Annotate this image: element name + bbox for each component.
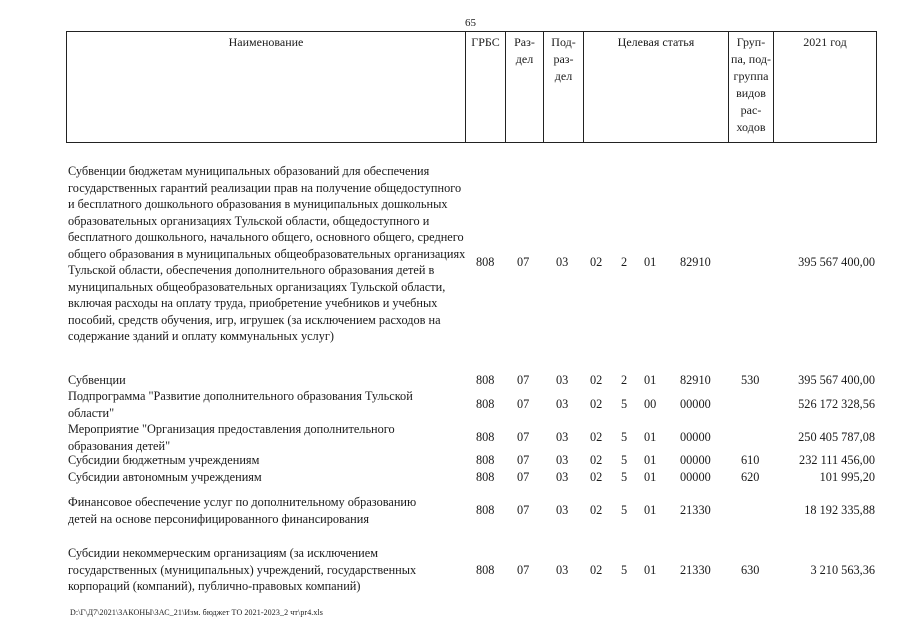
- row-name: Субвенции: [68, 373, 126, 387]
- row-vr: 620: [741, 470, 760, 484]
- row-pr: 03: [556, 453, 569, 467]
- row-c3: 01: [644, 254, 657, 269]
- row-c3: 01: [644, 503, 657, 517]
- row-rz: 07: [517, 562, 530, 577]
- row-c2: 5: [621, 470, 628, 484]
- row-c3: 01: [644, 430, 657, 444]
- row-rz: 07: [517, 453, 530, 467]
- row-rz: 07: [517, 430, 530, 444]
- row-c1: 02: [590, 470, 603, 484]
- row-c4: 82910: [680, 254, 711, 269]
- row-c3: 00: [644, 397, 657, 411]
- row-c4: 00000: [680, 397, 711, 411]
- row-c3: 01: [644, 373, 657, 387]
- row-grbs: 808: [476, 254, 495, 269]
- row-name: Подпрограмма "Развитие дополнительного образования Тульской области": [68, 389, 413, 420]
- row-rz: 07: [517, 254, 530, 269]
- header-podrazdel: Под- раз- дел: [543, 32, 583, 142]
- row-amount: 395 567 400,00: [798, 254, 875, 269]
- row-c4: 00000: [680, 430, 711, 444]
- row-c2: 5: [621, 397, 628, 411]
- row-name: Субсидии некоммерческим организациям (за исключением государственных (муниципальных) учреждений, государственных корпораций (компаний), публично-правовых компаний): [68, 546, 417, 593]
- row-c1: 02: [590, 562, 603, 577]
- row-c4: 00000: [680, 453, 711, 467]
- row-c1: 02: [590, 397, 603, 411]
- row-amount: 18 192 335,88: [804, 503, 875, 517]
- header-name: Наименование: [228, 35, 304, 49]
- header-grbs: ГРБС: [465, 32, 505, 142]
- row-pr: 03: [556, 470, 569, 484]
- row-c4: 00000: [680, 470, 711, 484]
- row-c4: 21330: [680, 503, 711, 517]
- row-c2: 5: [621, 430, 628, 444]
- row-amount: 3 210 563,36: [810, 562, 875, 577]
- row-pr: 03: [556, 397, 569, 411]
- row-rz: 07: [517, 503, 530, 517]
- row-c3: 01: [644, 453, 657, 467]
- row-c1: 02: [590, 373, 603, 387]
- row-c2: 2: [621, 373, 628, 387]
- row-amount: 232 111 456,00: [799, 453, 875, 467]
- row-c1: 02: [590, 453, 603, 467]
- row-rz: 07: [517, 397, 530, 411]
- header-group: Груп- па, под- группа видов рас- ходов: [728, 32, 773, 142]
- row-amount: 526 172 328,56: [798, 397, 875, 411]
- row-pr: 03: [556, 254, 569, 269]
- row-grbs: 808: [476, 453, 495, 467]
- row-c1: 02: [590, 430, 603, 444]
- row-pr: 03: [556, 503, 569, 517]
- row-vr: 630: [741, 562, 760, 577]
- row-rz: 07: [517, 470, 530, 484]
- row-amount: 101 995,20: [819, 470, 875, 484]
- row-rz: 07: [517, 373, 530, 387]
- row-amount: 250 405 787,08: [798, 430, 875, 444]
- row-name: Финансовое обеспечение услуг по дополнительному образованию детей на основе персонифицированного финансирования: [68, 495, 417, 526]
- row-c4: 82910: [680, 373, 711, 387]
- page-number: 65: [465, 17, 476, 29]
- row-c4: 21330: [680, 562, 711, 577]
- row-c3: 01: [644, 470, 657, 484]
- row-grbs: 808: [476, 397, 495, 411]
- row-name: Мероприятие "Организация предоставления дополнительного образования детей": [68, 422, 395, 453]
- footer-path: D:\Г\Д7\2021\ЗАКОНЫ\ЗАС_21\Изм. бюджет ТО 2021-2023_2 чт\pr4.xls: [70, 608, 324, 617]
- row-c1: 02: [590, 254, 603, 269]
- row-grbs: 808: [476, 430, 495, 444]
- table-header: [66, 31, 877, 143]
- row-name: Субвенции бюджетам муниципальных образований для обеспечения государственных гарантий реализации прав на получение общедоступного и бесплатного дошкольного образования в муниципальных дошкольных образовательных организациях Тульской области, общедоступного и бесплатного дошкольного, начального общего, основного общего, среднего общего образования в муниципальных общеобразовательных организациях Тульской области, обеспечения дополнительного образования детей в муниципальных общеобразовательных организациях Тульской области, включая расходы на оплату труда, приобретение учебников и учебных пособий, средств обучения, игр, игрушек (за исключением расходов на содержание зданий и оплату коммунальных услуг): [68, 164, 466, 343]
- row-vr: 530: [741, 373, 760, 387]
- row-pr: 03: [556, 562, 569, 577]
- row-name: Субсидии автономным учреждениям: [68, 470, 262, 484]
- row-grbs: 808: [476, 503, 495, 517]
- header-target: Целевая статья: [583, 32, 728, 142]
- row-c2: 2: [621, 254, 628, 269]
- row-vr: 610: [741, 453, 760, 467]
- row-c2: 5: [621, 503, 628, 517]
- row-grbs: 808: [476, 562, 495, 577]
- row-c2: 5: [621, 453, 628, 467]
- header-razdel: Раз- дел: [505, 32, 543, 142]
- row-c3: 01: [644, 562, 657, 577]
- row-pr: 03: [556, 430, 569, 444]
- row-c1: 02: [590, 503, 603, 517]
- row-c2: 5: [621, 562, 628, 577]
- row-grbs: 808: [476, 373, 495, 387]
- row-name: Субсидии бюджетным учреждениям: [68, 453, 260, 467]
- row-pr: 03: [556, 373, 569, 387]
- row-amount: 395 567 400,00: [798, 373, 875, 387]
- row-grbs: 808: [476, 470, 495, 484]
- header-year: 2021 год: [773, 32, 876, 142]
